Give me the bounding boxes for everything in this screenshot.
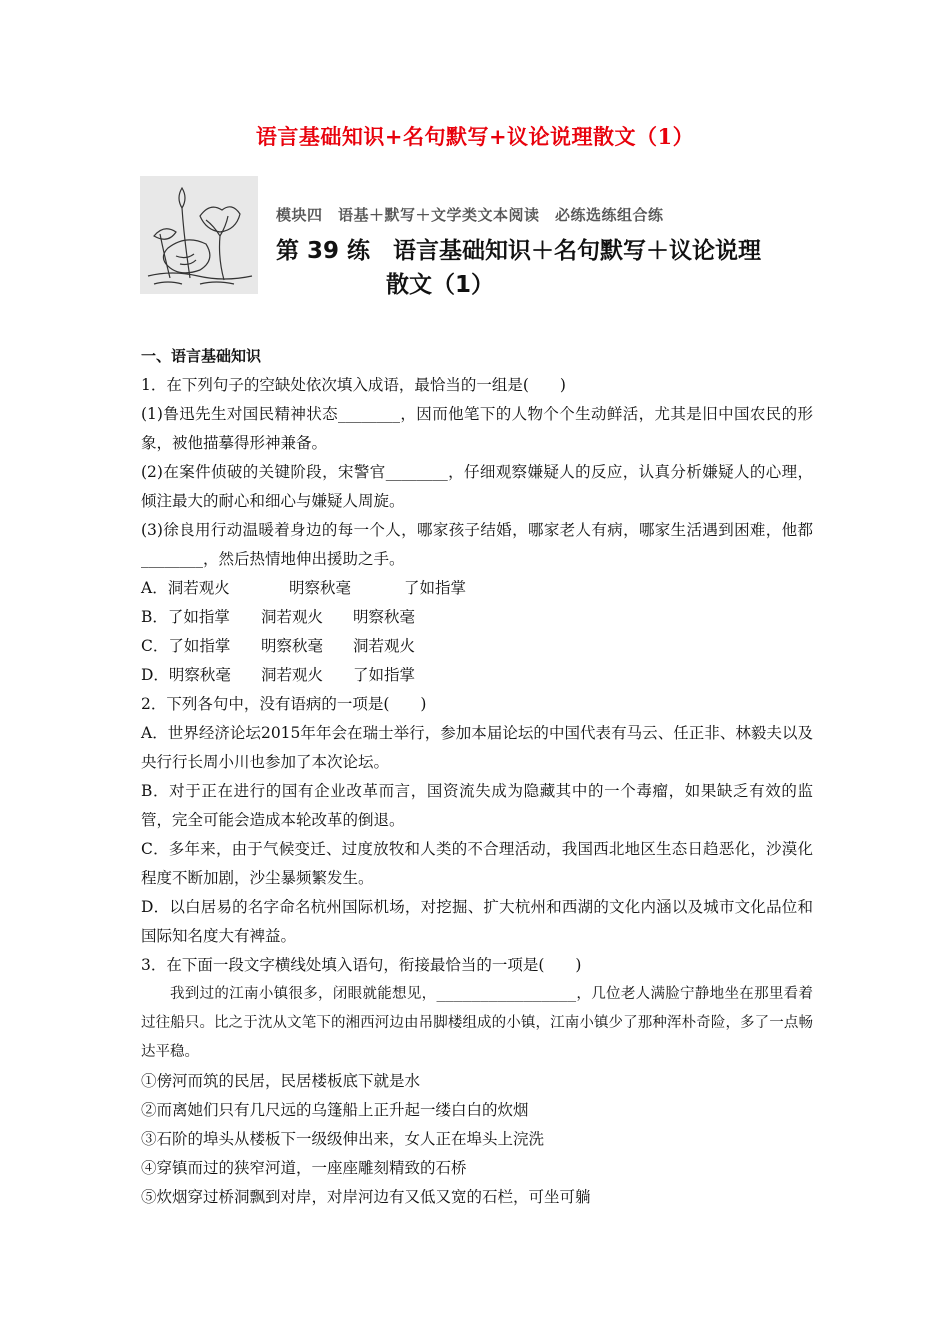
question-1-stem: 1．在下列句子的空缺处依次填入成语，最恰当的一组是( ) [141,376,566,394]
lesson-title [276,234,761,302]
question-1-option-a [141,574,813,603]
lesson-title-line2: 散文（1） [386,272,495,298]
option-c-word-2: 明察秋毫 [261,637,324,655]
question-3-passage: 我到过的江南小镇很多，闭眼就能想见，________________，几位老人满脸宁静地坐在那里看着过往船只。比之于沈从文笔下的湘西河边由吊脚楼组成的小镇，江南小镇少了那种浑朴奇险，多了一点畅达平稳。 [141,986,813,1060]
question-1-option-b [141,603,813,632]
option-d-word-1: D．明察秋毫 [141,666,231,684]
option-a-word-3: 了如指掌 [404,579,467,597]
document-title: 语言基础知识+名句默写+议论说理散文（1） [255,124,695,149]
question-1-sentence-1: (1)鲁迅先生对国民精神状态________，因而他笔下的人物个个生动鲜活，尤其是旧中国农民的形象，被他描摹得形神兼备。 [141,405,813,452]
section-heading: 一、语言基础知识 [141,347,262,365]
option-d-word-2: 洞若观火 [261,666,324,684]
question-2-option-b: B．对于正在进行的国有企业改革而言，国资流失成为隐藏其中的一个毒瘤，如果缺乏有效的监管，完全可能会造成本轮改革的倒退。 [141,782,813,829]
question-1-sentence-3: (3)徐良用行动温暖着身边的每一个人，哪家孩子结婚，哪家老人有病，哪家生活遇到困难，他都________，然后热情地伸出援助之手。 [141,521,813,568]
question-3-item-2: ②而离她们只有几尺远的乌篷船上正升起一缕白白的炊烟 [141,1101,529,1119]
option-d-word-3: 了如指掌 [353,666,416,684]
option-b-word-2: 洞若观火 [261,608,324,626]
option-c-word-3: 洞若观火 [353,637,416,655]
module-subtitle: 模块四 语基＋默写＋文学类文本阅读 必练选练组合练 [276,206,664,224]
question-3-stem: 3．在下面一段文字横线处填入语句，衔接最恰当的一项是( ) [141,956,582,974]
question-2-option-d: D．以白居易的名字命名杭州国际机场，对挖掘、扩大杭州和西湖的文化内涵以及城市文化品位和国际知名度大有裨益。 [141,898,813,945]
lesson-banner [140,176,840,296]
option-b-word-1: B．了如指掌 [141,608,230,626]
question-2-stem: 2．下列各句中，没有语病的一项是( ) [141,695,427,713]
option-a-word-2: 明察秋毫 [289,579,352,597]
option-c-word-1: C．了如指掌 [141,637,231,655]
question-1-option-d [141,661,813,690]
lotus-illustration [140,176,258,294]
question-2-option-a: A．世界经济论坛2015年年会在瑞士举行，参加本届论坛的中国代表有马云、任正非、林毅夫以及央行行长周小川也参加了本次论坛。 [141,724,813,771]
question-2-option-c: C．多年来，由于气候变迁、过度放牧和人类的不合理活动，我国西北地区生态日趋恶化，沙漠化程度不断加剧，沙尘暴频繁发生。 [141,840,813,887]
option-a-word-1: A．洞若观火 [141,579,230,597]
document-body [141,342,813,1212]
option-b-word-3: 明察秋毫 [353,608,416,626]
question-3-item-3: ③石阶的埠头从楼板下一级级伸出来，女人正在埠头上浣洗 [141,1130,545,1148]
lesson-title-line1: 第 39 练 语言基础知识＋名句默写＋议论说理 [276,238,762,264]
question-3-item-1: ①傍河而筑的民居，民居楼板底下就是水 [141,1072,421,1090]
question-3-item-4: ④穿镇而过的狭窄河道，一座座雕刻精致的石桥 [141,1159,467,1177]
question-1-sentence-2: (2)在案件侦破的关键阶段，宋警官________，仔细观察嫌疑人的反应，认真分析嫌疑人的心理，倾注最大的耐心和细心与嫌疑人周旋。 [141,463,813,510]
question-3-item-5: ⑤炊烟穿过桥洞飘到对岸，对岸河边有又低又宽的石栏，可坐可躺 [141,1188,591,1206]
question-1-option-c [141,632,813,661]
